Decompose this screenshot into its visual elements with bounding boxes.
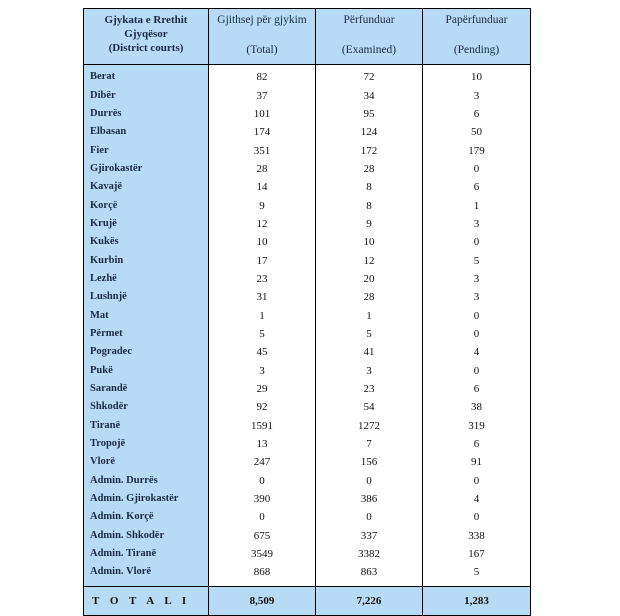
table-row — [84, 233, 531, 251]
table-row — [84, 196, 531, 214]
examined-cell: 95 — [316, 105, 423, 123]
header-pending-title: Papërfunduar — [445, 14, 508, 26]
table-row — [84, 362, 531, 380]
examined-cell: 7 — [316, 435, 423, 453]
examined-cell: 41 — [316, 343, 423, 361]
district-name-cell: Dibër — [84, 86, 209, 104]
table-row — [84, 141, 531, 159]
pending-cell: 0 — [423, 306, 531, 324]
header-district-line1: Gjykata e Rrethit — [104, 14, 188, 26]
examined-cell: 1 — [316, 306, 423, 324]
pending-cell: 5 — [423, 563, 531, 581]
examined-cell: 28 — [316, 288, 423, 306]
total-cell: 92 — [209, 398, 316, 416]
totals-total: 8,509 — [209, 586, 316, 615]
pending-cell: 3 — [423, 288, 531, 306]
header-total — [209, 9, 316, 65]
examined-cell: 3382 — [316, 545, 423, 563]
total-cell: 29 — [209, 380, 316, 398]
total-cell: 390 — [209, 490, 316, 508]
total-cell: 17 — [209, 251, 316, 269]
total-cell: 37 — [209, 86, 316, 104]
header-district-line3: (District courts) — [108, 42, 184, 54]
total-cell: 247 — [209, 453, 316, 471]
pending-cell: 6 — [423, 380, 531, 398]
district-name-cell: Kukës — [84, 233, 209, 251]
examined-cell: 172 — [316, 141, 423, 159]
table-row — [84, 563, 531, 581]
header-pending-sub: (Pending) — [453, 44, 500, 56]
totals-pending: 1,283 — [423, 586, 531, 615]
total-cell: 45 — [209, 343, 316, 361]
district-name-cell: Berat — [84, 65, 209, 87]
header-examined-title: Përfunduar — [343, 14, 395, 26]
total-cell: 1 — [209, 306, 316, 324]
total-cell: 82 — [209, 65, 316, 87]
table-row — [84, 417, 531, 435]
examined-cell: 12 — [316, 251, 423, 269]
header-district-line2: Gjyqësor — [124, 28, 168, 40]
district-name-cell: Kavajë — [84, 178, 209, 196]
district-name-cell: Admin. Korçë — [84, 508, 209, 526]
header-total-sub: (Total) — [246, 44, 278, 56]
pending-cell: 319 — [423, 417, 531, 435]
table-row — [84, 527, 531, 545]
pending-cell: 0 — [423, 508, 531, 526]
pending-cell: 167 — [423, 545, 531, 563]
total-cell: 31 — [209, 288, 316, 306]
table-header-row — [84, 9, 531, 65]
totals-label: T O T A L I — [84, 586, 209, 615]
district-name-cell: Sarandë — [84, 380, 209, 398]
total-cell: 5 — [209, 325, 316, 343]
district-name-cell: Gjirokastër — [84, 160, 209, 178]
table-row — [84, 343, 531, 361]
header-pending — [423, 9, 531, 65]
district-name-cell: Admin. Shkodër — [84, 527, 209, 545]
total-cell: 1591 — [209, 417, 316, 435]
total-cell: 23 — [209, 270, 316, 288]
district-name-cell: Krujë — [84, 215, 209, 233]
pending-cell: 50 — [423, 123, 531, 141]
examined-cell: 124 — [316, 123, 423, 141]
examined-cell: 9 — [316, 215, 423, 233]
district-name-cell: Pukë — [84, 362, 209, 380]
district-name-cell: Tiranë — [84, 417, 209, 435]
pending-cell: 0 — [423, 233, 531, 251]
total-cell: 14 — [209, 178, 316, 196]
total-cell: 9 — [209, 196, 316, 214]
table-row — [84, 435, 531, 453]
examined-cell: 156 — [316, 453, 423, 471]
total-cell: 3 — [209, 362, 316, 380]
district-name-cell: Vlorë — [84, 453, 209, 471]
pending-cell: 338 — [423, 527, 531, 545]
pending-cell: 10 — [423, 65, 531, 87]
totals-examined: 7,226 — [316, 586, 423, 615]
table-row — [84, 472, 531, 490]
district-courts-table-wrapper — [83, 8, 530, 616]
district-courts-table — [83, 8, 531, 616]
pending-cell: 1 — [423, 196, 531, 214]
district-name-cell: Elbasan — [84, 123, 209, 141]
pending-cell: 3 — [423, 215, 531, 233]
table-body — [84, 65, 531, 587]
district-name-cell: Përmet — [84, 325, 209, 343]
total-cell: 12 — [209, 215, 316, 233]
table-row — [84, 251, 531, 269]
table-row — [84, 306, 531, 324]
district-name-cell: Pogradec — [84, 343, 209, 361]
examined-cell: 28 — [316, 160, 423, 178]
examined-cell: 8 — [316, 196, 423, 214]
table-row — [84, 160, 531, 178]
totals-row — [84, 586, 531, 615]
pending-cell: 6 — [423, 435, 531, 453]
table-row — [84, 490, 531, 508]
header-total-title: Gjithsej për gjykim — [217, 14, 307, 26]
examined-cell: 337 — [316, 527, 423, 545]
total-cell: 351 — [209, 141, 316, 159]
pending-cell: 6 — [423, 178, 531, 196]
table-row — [84, 398, 531, 416]
total-cell: 10 — [209, 233, 316, 251]
table-row — [84, 105, 531, 123]
district-name-cell: Fier — [84, 141, 209, 159]
examined-cell: 386 — [316, 490, 423, 508]
table-row — [84, 508, 531, 526]
examined-cell: 1272 — [316, 417, 423, 435]
examined-cell: 20 — [316, 270, 423, 288]
examined-cell: 0 — [316, 472, 423, 490]
total-cell: 0 — [209, 508, 316, 526]
pending-cell: 0 — [423, 472, 531, 490]
header-examined-sub: (Examined) — [341, 44, 397, 56]
pending-cell: 4 — [423, 490, 531, 508]
total-cell: 13 — [209, 435, 316, 453]
total-cell: 0 — [209, 472, 316, 490]
header-examined — [316, 9, 423, 65]
examined-cell: 23 — [316, 380, 423, 398]
pending-cell: 0 — [423, 362, 531, 380]
examined-cell: 34 — [316, 86, 423, 104]
table-row — [84, 270, 531, 288]
examined-cell: 5 — [316, 325, 423, 343]
total-cell: 174 — [209, 123, 316, 141]
pending-cell: 3 — [423, 86, 531, 104]
district-name-cell: Korçë — [84, 196, 209, 214]
table-row — [84, 123, 531, 141]
table-row — [84, 325, 531, 343]
district-name-cell: Lezhë — [84, 270, 209, 288]
table-row — [84, 380, 531, 398]
table-row — [84, 178, 531, 196]
examined-cell: 54 — [316, 398, 423, 416]
pending-cell: 91 — [423, 453, 531, 471]
examined-cell: 10 — [316, 233, 423, 251]
total-cell: 868 — [209, 563, 316, 581]
table-row — [84, 453, 531, 471]
district-name-cell: Tropojë — [84, 435, 209, 453]
table-row — [84, 215, 531, 233]
district-name-cell: Shkodër — [84, 398, 209, 416]
examined-cell: 863 — [316, 563, 423, 581]
table-row — [84, 86, 531, 104]
pending-cell: 179 — [423, 141, 531, 159]
pending-cell: 4 — [423, 343, 531, 361]
pending-cell: 38 — [423, 398, 531, 416]
header-district-courts — [84, 9, 209, 65]
table-row — [84, 65, 531, 87]
table-row — [84, 288, 531, 306]
pending-cell: 5 — [423, 251, 531, 269]
district-name-cell: Admin. Durrës — [84, 472, 209, 490]
total-cell: 675 — [209, 527, 316, 545]
total-cell: 3549 — [209, 545, 316, 563]
district-name-cell: Admin. Tiranë — [84, 545, 209, 563]
total-cell: 101 — [209, 105, 316, 123]
total-cell: 28 — [209, 160, 316, 178]
district-name-cell: Admin. Gjirokastër — [84, 490, 209, 508]
pending-cell: 3 — [423, 270, 531, 288]
pending-cell: 6 — [423, 105, 531, 123]
table-row — [84, 545, 531, 563]
examined-cell: 3 — [316, 362, 423, 380]
examined-cell: 8 — [316, 178, 423, 196]
examined-cell: 72 — [316, 65, 423, 87]
district-name-cell: Mat — [84, 306, 209, 324]
examined-cell: 0 — [316, 508, 423, 526]
district-name-cell: Admin. Vlorë — [84, 563, 209, 581]
district-name-cell: Durrës — [84, 105, 209, 123]
pending-cell: 0 — [423, 160, 531, 178]
pending-cell: 0 — [423, 325, 531, 343]
district-name-cell: Kurbin — [84, 251, 209, 269]
district-name-cell: Lushnjë — [84, 288, 209, 306]
